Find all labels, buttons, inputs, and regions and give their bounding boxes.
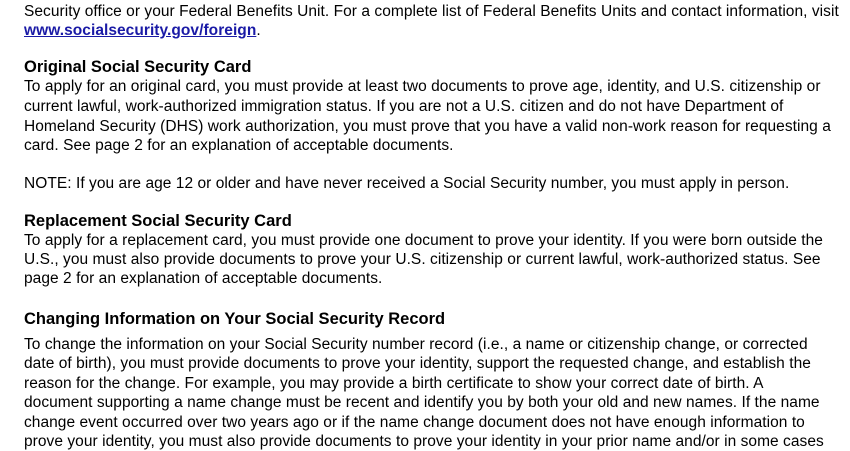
replacement-card-line-1: To apply for a replacement card, you must provide one document to prove your identity. If you were born outside the [24, 232, 823, 249]
intro-link-suffix: . [256, 22, 261, 39]
replacement-card-line-3: page 2 for an explanation of acceptable documents. [24, 270, 383, 287]
section-heading-changing-info: Changing Information on Your Social Security Record [24, 310, 446, 328]
section-heading-replacement-card: Replacement Social Security Card [24, 212, 292, 230]
original-card-line-4: card. See page 2 for an explanation of acceptable documents. [24, 137, 454, 154]
replacement-card-line-2: U.S., you must also provide documents to prove your U.S. citizenship or current lawful, work-authorized status. See [24, 251, 821, 268]
changing-info-line-5: change event occurred over two years ago or if the name change document does not have enough information to [24, 414, 805, 431]
intro-line-1: Security office or your Federal Benefits Unit. For a complete list of Federal Benefits Units and contact information, visit [24, 3, 839, 20]
original-card-line-1: To apply for an original card, you must provide at least two documents to prove age, identity, and U.S. citizenship or [24, 78, 821, 95]
foreign-benefits-link[interactable]: www.socialsecurity.gov/foreign [24, 22, 257, 39]
changing-info-line-4: document supporting a name change must be recent and identify you by both your old and new names. If the name [24, 394, 820, 411]
changing-info-line-1: To change the information on your Social Security number record (i.e., a name or citizenship change, or corrected [24, 336, 808, 353]
section-heading-original-card: Original Social Security Card [24, 58, 252, 76]
original-card-line-2: current lawful, work-authorized immigration status. If you are not a U.S. citizen and do not have Department of [24, 98, 784, 115]
original-card-line-3: Homeland Security (DHS) work authorization, you must prove that you have a valid non-work reason for requesting a [24, 118, 831, 135]
original-card-note: NOTE: If you are age 12 or older and have never received a Social Security number, you must apply in person. [24, 175, 790, 192]
intro-line-2 [24, 21, 261, 41]
changing-info-line-3: reason for the change. For example, you may provide a birth certificate to show your correct date of birth. A [24, 375, 764, 392]
changing-info-line-6: prove your identity, you must also provide documents to prove your identity in your prior name and/or in some cases [24, 433, 824, 450]
changing-info-line-2: date of birth), you must provide documents to prove your identity, support the requested change, and establish the [24, 355, 811, 372]
